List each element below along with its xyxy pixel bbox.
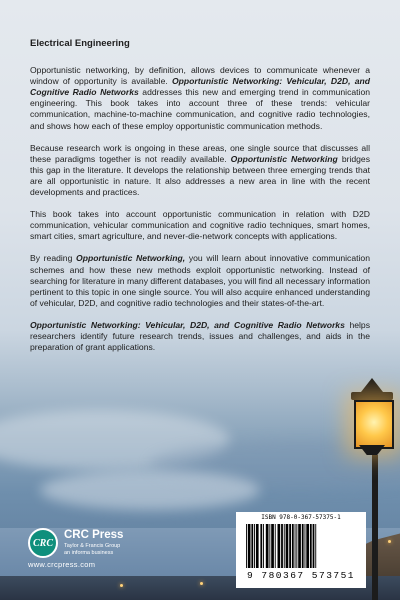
paragraph-text: By reading bbox=[30, 253, 77, 264]
blurb-paragraph bbox=[30, 65, 370, 132]
book-title-emphasis: Opportunistic Networking: Vehicular, D2D, and Cognitive Radio Networks bbox=[30, 76, 370, 98]
book-title-emphasis: Opportunistic Networking, bbox=[76, 253, 186, 264]
town-light bbox=[388, 540, 391, 543]
paragraph-text: you will learn about innovative communication schemes and how these new methods exploit opportunistic networking. Instead of searching for literature in many different databases, you will find all necessary information pertinent to this topic in one single source. You will also acquire enhanced understanding of vehicular, D2D, and cognitive radio technologies and their states-of-the-art. bbox=[30, 253, 370, 308]
publisher-name: CRC Press bbox=[64, 529, 124, 541]
paragraph-text: This book takes into account opportunistic communication in relation with D2D communication, vehicular communication and cognitive radio techniques, smart homes, smart cities, smart agriculture, and never-die-network concepts with applications. bbox=[30, 209, 370, 242]
publisher-website[interactable]: www.crcpress.com bbox=[28, 560, 96, 569]
publisher-tagline: an informa business bbox=[64, 550, 114, 556]
paragraph-text: bridges this gap in the literature. It develops the relationship between three emerging trends that are all opportunistic in nature. It also addresses a new area in line with the recent developments and practices. bbox=[30, 153, 371, 198]
book-title-emphasis: Opportunistic Networking: Vehicular, D2D, and Cognitive Radio Networks bbox=[30, 319, 345, 330]
publisher-subtitle bbox=[64, 543, 120, 557]
barcode-digits: 9 780367 573751 bbox=[246, 570, 355, 581]
paragraph-text: addresses this new and emerging trend in communication engineering. This book takes into account three of these trends: vehicular communication, machine-to-machine communication, and cognitive radio technologies, and shows how each of these employ opportunistic communication methods. bbox=[30, 87, 371, 131]
lamp-post bbox=[372, 455, 378, 600]
paragraph-text: Opportunistic networking, by definition, allows devices to communicate whenever a window of opportunity is available. bbox=[30, 65, 370, 87]
subject-category: Electrical Engineering bbox=[30, 38, 130, 49]
blurb-paragraph bbox=[30, 209, 370, 242]
back-cover-text bbox=[30, 38, 370, 364]
cloud bbox=[40, 470, 260, 510]
blurb-paragraph bbox=[30, 143, 370, 198]
blurb-paragraph bbox=[30, 320, 370, 353]
paragraph-text: helps researchers identify future research trends, issues and challenges, and aids in the preparation of grant applications. bbox=[30, 319, 370, 353]
isbn-label: ISBN 978-0-367-57375-1 bbox=[261, 514, 341, 521]
book-title-emphasis: Opportunistic Networking bbox=[230, 153, 338, 164]
publisher-group: Taylor & Francis Group bbox=[64, 543, 121, 549]
crc-logo-icon: CRC bbox=[28, 528, 58, 558]
blurb-paragraph bbox=[30, 253, 370, 308]
street-lamp-icon bbox=[347, 378, 397, 460]
blurb bbox=[30, 65, 370, 353]
paragraph-text: Because research work is ongoing in these areas, one single source that discusses all these paradigms together is not readily available. bbox=[30, 142, 370, 164]
town-light bbox=[120, 584, 123, 587]
barcode-block bbox=[236, 512, 366, 588]
barcode-icon bbox=[244, 524, 358, 568]
town-light bbox=[200, 582, 203, 585]
